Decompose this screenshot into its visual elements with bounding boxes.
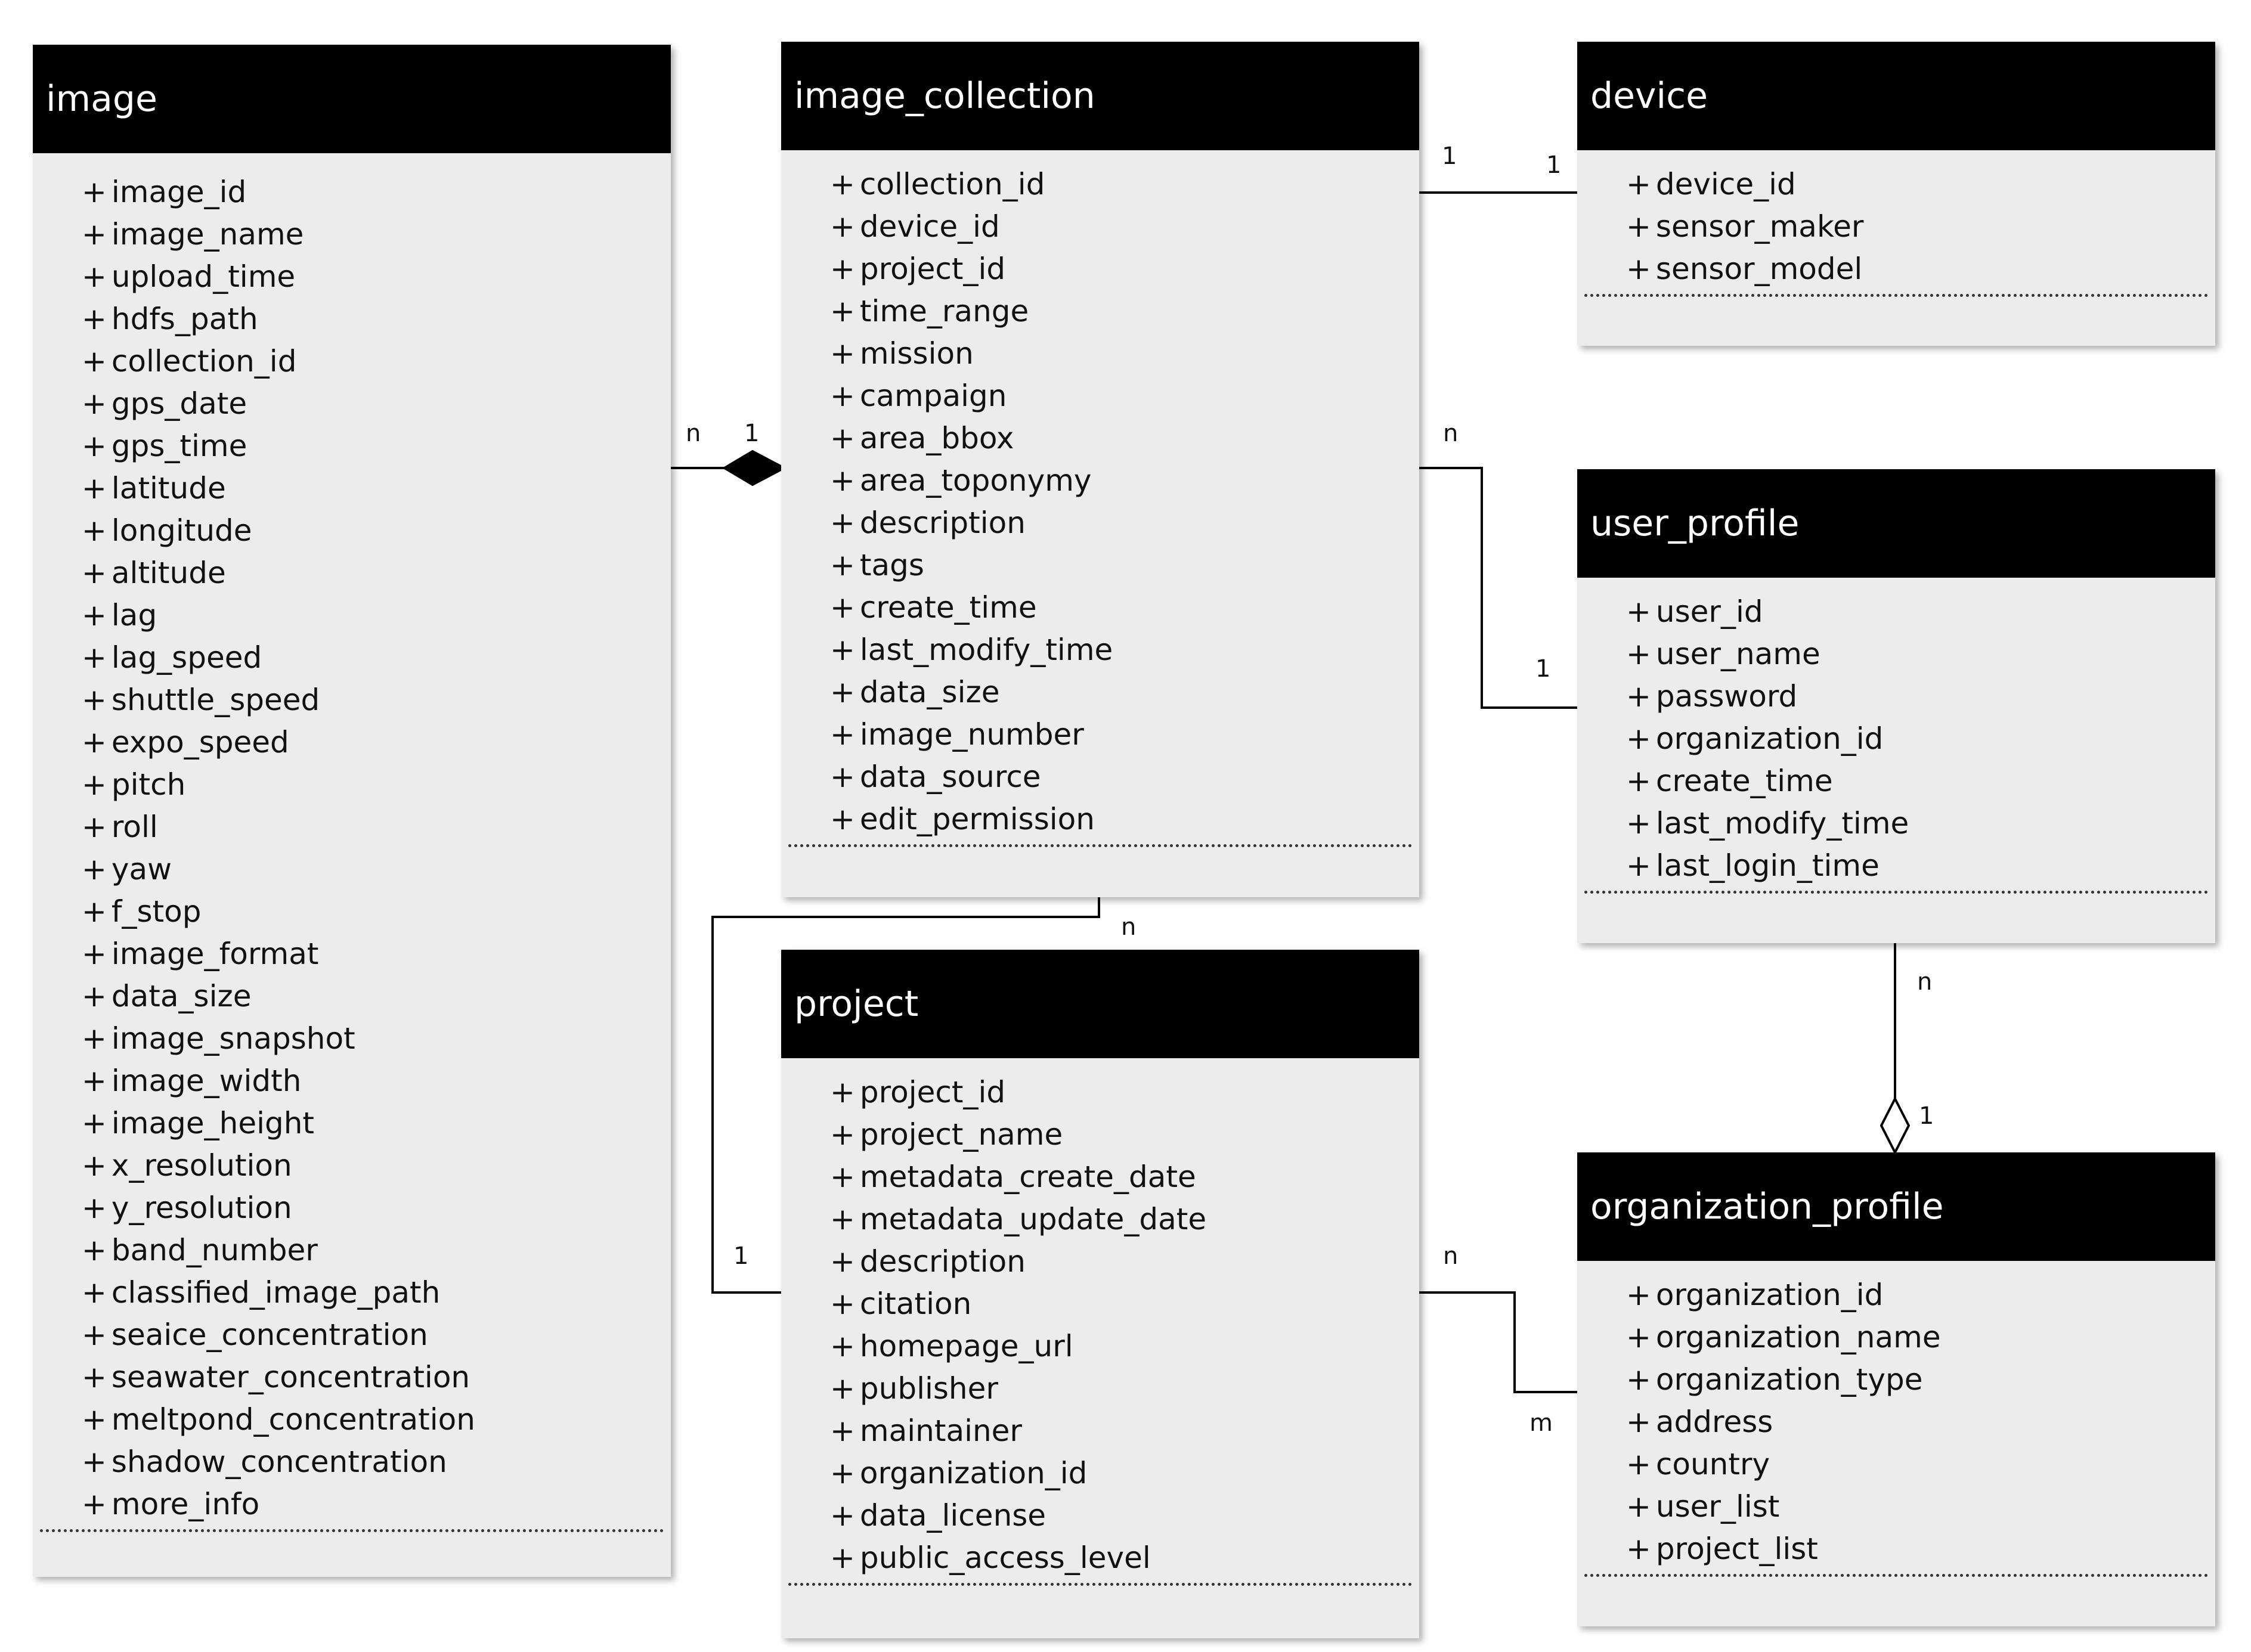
attribute-name: sensor_maker (1655, 209, 1864, 244)
attribute-name: area_bbox (859, 421, 1014, 455)
attribute-list (40, 153, 664, 1532)
attribute-name: image_width (111, 1064, 302, 1098)
attribute-row (82, 806, 664, 848)
attribute-list (788, 1058, 1412, 1586)
attribute-row (830, 587, 1412, 629)
attribute-name: image_number (859, 717, 1084, 752)
attribute-prefix: + (82, 471, 107, 506)
attribute-name: maintainer (859, 1414, 1022, 1448)
attribute-prefix: + (82, 556, 107, 590)
attribute-row (830, 1495, 1412, 1537)
attribute-row (830, 290, 1412, 333)
attribute-name: device_id (859, 209, 1000, 244)
attribute-prefix: + (82, 640, 107, 675)
attribute-name: metadata_create_date (859, 1160, 1196, 1194)
attribute-list (1584, 1261, 2208, 1577)
attribute-name: area_toponymy (859, 463, 1092, 498)
mult-collection-project-1: 1 (733, 1242, 749, 1270)
attribute-row (1626, 248, 2208, 290)
attribute-prefix: + (830, 1498, 855, 1533)
attribute-prefix: + (830, 1329, 855, 1363)
attribute-row (82, 552, 664, 594)
attribute-name: project_list (1655, 1532, 1818, 1566)
attribute-prefix: + (1626, 1362, 1651, 1397)
attribute-row (1626, 845, 2208, 887)
attribute-row (82, 213, 664, 256)
attribute-name: seaice_concentration (111, 1318, 428, 1352)
attribute-row (82, 1187, 664, 1229)
attribute-name: address (1655, 1405, 1773, 1439)
attribute-name: publisher (859, 1371, 998, 1406)
entity-organization-profile (1577, 1152, 2215, 1626)
attribute-prefix: + (82, 1021, 107, 1056)
attribute-prefix: + (1626, 1278, 1651, 1312)
attribute-prefix: + (1626, 1447, 1651, 1481)
mult-collection-device-1a: 1 (1442, 142, 1457, 170)
attribute-name: password (1655, 679, 1798, 714)
attribute-name: roll (111, 810, 158, 844)
attribute-name: meltpond_concentration (111, 1402, 475, 1437)
mult-collection-project-n: n (1121, 913, 1137, 941)
attribute-name: organization_id (1655, 1278, 1884, 1312)
attribute-row (830, 714, 1412, 756)
attribute-row (830, 1452, 1412, 1495)
attribute-name: sensor_model (1655, 252, 1863, 286)
entity-device (1577, 42, 2215, 346)
attribute-name: time_range (859, 294, 1029, 328)
attribute-name: tags (859, 548, 924, 582)
attribute-prefix: + (830, 675, 855, 709)
attribute-prefix: + (830, 717, 855, 752)
attribute-name: expo_speed (111, 725, 289, 760)
attribute-row (830, 206, 1412, 248)
attribute-row (82, 510, 664, 552)
attribute-prefix: + (82, 1233, 107, 1267)
attribute-prefix: + (830, 167, 855, 202)
attribute-prefix: + (1626, 679, 1651, 714)
attribute-row (82, 467, 664, 510)
attribute-name: public_access_level (859, 1541, 1151, 1575)
attribute-row (830, 1071, 1412, 1114)
attribute-row (830, 502, 1412, 544)
attribute-name: shuttle_speed (111, 683, 320, 717)
attribute-name: hdfs_path (111, 302, 258, 336)
mult-collection-user-1: 1 (1535, 655, 1551, 683)
attribute-prefix: + (82, 725, 107, 760)
attribute-row (82, 1102, 664, 1145)
attribute-name: data_source (859, 760, 1041, 794)
attribute-prefix: + (82, 302, 107, 336)
entity-title: project (781, 950, 1419, 1058)
attribute-prefix: + (1626, 721, 1651, 756)
attribute-prefix: + (82, 979, 107, 1013)
attribute-name: mission (859, 336, 974, 371)
attribute-name: user_name (1655, 637, 1820, 671)
attribute-name: data_license (859, 1498, 1046, 1533)
attribute-prefix: + (82, 894, 107, 929)
attribute-prefix: + (82, 1064, 107, 1098)
attribute-prefix: + (1626, 594, 1651, 629)
attribute-row (82, 1272, 664, 1314)
link-project-organization (1416, 1293, 1577, 1392)
attribute-row (1626, 675, 2208, 718)
attribute-prefix: + (82, 1275, 107, 1310)
attribute-name: image_format (111, 937, 319, 971)
attribute-name: classified_image_path (111, 1275, 441, 1310)
attribute-prefix: + (1626, 1320, 1651, 1355)
attribute-row (1626, 760, 2208, 802)
attribute-row (82, 891, 664, 933)
attribute-name: yaw (111, 852, 172, 887)
attribute-row (82, 1314, 664, 1356)
entity-project (781, 950, 1419, 1638)
attribute-name: create_time (859, 590, 1037, 625)
attribute-prefix: + (1626, 764, 1651, 798)
attribute-row (1626, 163, 2208, 206)
attribute-name: collection_id (111, 344, 297, 379)
attribute-prefix: + (82, 1360, 107, 1394)
attribute-row (82, 1483, 664, 1526)
attribute-row (82, 340, 664, 383)
attribute-row (82, 637, 664, 679)
attribute-row (82, 383, 664, 425)
attribute-row (82, 1441, 664, 1483)
attribute-row (82, 1018, 664, 1060)
attribute-prefix: + (82, 598, 107, 633)
attribute-prefix: + (82, 1318, 107, 1352)
attribute-row (1626, 1316, 2208, 1359)
attribute-row (1626, 718, 2208, 760)
attribute-list (1584, 150, 2208, 297)
attribute-prefix: + (830, 1160, 855, 1194)
attribute-prefix: + (830, 1371, 855, 1406)
attribute-name: gps_date (111, 386, 247, 421)
attribute-prefix: + (82, 513, 107, 548)
attribute-row (82, 848, 664, 891)
attribute-name: y_resolution (111, 1191, 292, 1225)
attribute-name: f_stop (111, 894, 202, 929)
attribute-prefix: + (82, 175, 107, 209)
attribute-name: collection_id (859, 167, 1045, 202)
attribute-row (830, 460, 1412, 502)
attribute-prefix: + (82, 1148, 107, 1183)
attribute-row (1626, 1359, 2208, 1401)
mult-user-org-n: n (1917, 968, 1933, 996)
attribute-row (82, 679, 664, 721)
attribute-name: description (859, 506, 1026, 540)
attribute-prefix: + (1626, 1405, 1651, 1439)
entity-title: organization_profile (1577, 1152, 2215, 1261)
attribute-row (830, 798, 1412, 841)
attribute-prefix: + (82, 429, 107, 463)
attribute-row (830, 248, 1412, 290)
attribute-name: last_modify_time (1655, 806, 1909, 841)
attribute-prefix: + (830, 1541, 855, 1575)
attribute-prefix: + (1626, 252, 1651, 286)
attribute-row (1626, 633, 2208, 675)
attribute-row (82, 1356, 664, 1399)
attribute-name: upload_time (111, 259, 296, 294)
attribute-name: organization_type (1655, 1362, 1923, 1397)
attribute-prefix: + (82, 1106, 107, 1140)
attribute-row (1626, 1486, 2208, 1528)
attribute-name: last_login_time (1655, 848, 1880, 883)
attribute-row (830, 671, 1412, 714)
attribute-name: user_list (1655, 1489, 1780, 1524)
attribute-prefix: + (82, 1487, 107, 1521)
attribute-prefix: + (830, 1075, 855, 1109)
attribute-row (830, 1156, 1412, 1198)
attribute-row (82, 298, 664, 340)
attribute-prefix: + (830, 209, 855, 244)
attribute-prefix: + (82, 1191, 107, 1225)
attribute-name: project_name (859, 1117, 1063, 1152)
entity-title: user_profile (1577, 469, 2215, 578)
attribute-prefix: + (830, 760, 855, 794)
attribute-name: pitch (111, 767, 186, 802)
attribute-row (830, 1241, 1412, 1283)
attribute-row (82, 594, 664, 637)
attribute-row (830, 544, 1412, 587)
attribute-row (82, 721, 664, 764)
attribute-row (82, 933, 664, 975)
attribute-name: country (1655, 1447, 1770, 1481)
attribute-prefix: + (830, 1202, 855, 1236)
attribute-row (82, 1229, 664, 1272)
attribute-name: organization_name (1655, 1320, 1941, 1355)
attribute-prefix: + (830, 463, 855, 498)
attribute-name: metadata_update_date (859, 1202, 1207, 1236)
attribute-prefix: + (830, 379, 855, 413)
attribute-name: x_resolution (111, 1148, 292, 1183)
attribute-row (1626, 1443, 2208, 1486)
attribute-row (830, 629, 1412, 671)
attribute-row (1626, 1274, 2208, 1316)
attribute-name: shadow_concentration (111, 1445, 447, 1479)
attribute-prefix: + (82, 683, 107, 717)
attribute-prefix: + (830, 590, 855, 625)
attribute-prefix: + (830, 1117, 855, 1152)
attribute-name: data_size (859, 675, 1000, 709)
entity-image (33, 45, 671, 1577)
mult-user-org-1: 1 (1919, 1102, 1934, 1130)
attribute-prefix: + (830, 802, 855, 836)
attribute-name: data_size (111, 979, 252, 1013)
attribute-name: organization_id (859, 1456, 1088, 1490)
entity-title: image_collection (781, 42, 1419, 150)
attribute-prefix: + (830, 1287, 855, 1321)
attribute-row (1626, 1528, 2208, 1570)
attribute-row (830, 1410, 1412, 1452)
attribute-name: citation (859, 1287, 972, 1321)
attribute-name: latitude (111, 471, 226, 506)
attribute-name: image_height (111, 1106, 315, 1140)
attribute-prefix: + (830, 1414, 855, 1448)
attribute-name: homepage_url (859, 1329, 1073, 1363)
composition-diamond (724, 451, 784, 485)
mult-collection-device-1b: 1 (1546, 151, 1562, 179)
attribute-name: create_time (1655, 764, 1833, 798)
attribute-row (1626, 1401, 2208, 1443)
attribute-prefix: + (82, 259, 107, 294)
attribute-row (830, 375, 1412, 417)
entity-image-collection (781, 42, 1419, 897)
attribute-prefix: + (82, 386, 107, 421)
entity-user-profile (1577, 469, 2215, 943)
attribute-row (830, 1537, 1412, 1579)
attribute-list (788, 150, 1412, 847)
attribute-name: campaign (859, 379, 1007, 413)
attribute-row (830, 1283, 1412, 1325)
attribute-prefix: + (82, 1402, 107, 1437)
attribute-prefix: + (1626, 848, 1651, 883)
attribute-prefix: + (82, 810, 107, 844)
attribute-name: user_id (1655, 594, 1763, 629)
attribute-row (82, 256, 664, 298)
aggregation-diamond (1881, 1099, 1909, 1152)
attribute-row (830, 1325, 1412, 1368)
attribute-prefix: + (830, 506, 855, 540)
attribute-prefix: + (1626, 1532, 1651, 1566)
attribute-row (82, 975, 664, 1018)
attribute-row (1626, 802, 2208, 845)
attribute-prefix: + (830, 421, 855, 455)
attribute-prefix: + (830, 548, 855, 582)
attribute-prefix: + (1626, 1489, 1651, 1524)
mult-collection-1: 1 (744, 420, 760, 447)
attribute-row (82, 1399, 664, 1441)
entity-title: image (33, 45, 671, 153)
attribute-row (830, 1368, 1412, 1410)
attribute-name: image_name (111, 217, 304, 252)
attribute-row (830, 417, 1412, 460)
attribute-prefix: + (1626, 637, 1651, 671)
attribute-name: project_id (859, 252, 1006, 286)
attribute-row (1626, 206, 2208, 248)
attribute-name: seawater_concentration (111, 1360, 470, 1394)
attribute-prefix: + (82, 344, 107, 379)
attribute-name: last_modify_time (859, 633, 1113, 667)
attribute-prefix: + (82, 937, 107, 971)
mult-project-org-m: m (1529, 1409, 1553, 1437)
attribute-name: band_number (111, 1233, 318, 1267)
attribute-prefix: + (830, 336, 855, 371)
attribute-name: longitude (111, 513, 252, 548)
attribute-prefix: + (1626, 806, 1651, 841)
attribute-name: lag (111, 598, 157, 633)
attribute-name: lag_speed (111, 640, 262, 675)
entity-title: device (1577, 42, 2215, 150)
attribute-prefix: + (830, 1244, 855, 1279)
attribute-row (82, 1060, 664, 1102)
attribute-name: description (859, 1244, 1026, 1279)
attribute-row (830, 333, 1412, 375)
attribute-row (830, 163, 1412, 206)
mult-image-n: n (686, 420, 701, 447)
attribute-name: edit_permission (859, 802, 1095, 836)
attribute-prefix: + (830, 294, 855, 328)
attribute-prefix: + (1626, 209, 1651, 244)
attribute-row (830, 1114, 1412, 1156)
link-collection-user (1416, 468, 1577, 708)
attribute-name: image_snapshot (111, 1021, 355, 1056)
attribute-row (830, 1198, 1412, 1241)
attribute-name: device_id (1655, 167, 1796, 202)
attribute-row (1626, 591, 2208, 633)
attribute-prefix: + (830, 633, 855, 667)
attribute-name: altitude (111, 556, 226, 590)
attribute-prefix: + (82, 852, 107, 887)
mult-collection-user-n: n (1443, 420, 1459, 447)
attribute-name: image_id (111, 175, 247, 209)
attribute-prefix: + (82, 217, 107, 252)
attribute-row (82, 171, 664, 213)
attribute-row (82, 764, 664, 806)
attribute-prefix: + (830, 252, 855, 286)
attribute-prefix: + (82, 1445, 107, 1479)
attribute-name: organization_id (1655, 721, 1884, 756)
attribute-list (1584, 578, 2208, 894)
attribute-name: project_id (859, 1075, 1006, 1109)
attribute-row (830, 756, 1412, 798)
attribute-prefix: + (1626, 167, 1651, 202)
attribute-row (82, 425, 664, 467)
attribute-name: more_info (111, 1487, 260, 1521)
mult-project-org-n: n (1443, 1242, 1459, 1270)
attribute-row (82, 1145, 664, 1187)
attribute-prefix: + (830, 1456, 855, 1490)
attribute-name: gps_time (111, 429, 247, 463)
attribute-prefix: + (82, 767, 107, 802)
